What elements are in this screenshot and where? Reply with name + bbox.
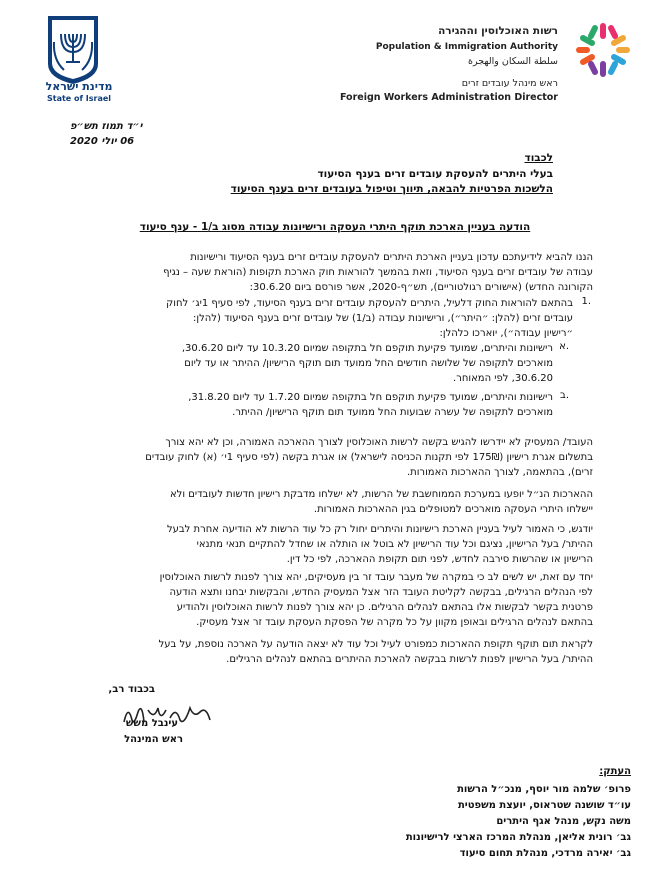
text-line: בהתאם להוראות החוק דלעיל, היתרים להעסקת עובדים זרים בענף הסיעוד, לפי סעיף 1יג׳ לחוק bbox=[166, 298, 573, 309]
cc-recipient: גב׳ רונית אליאן, מנהלת המרכז הארצי לרישיונות bbox=[405, 832, 631, 843]
text-line: יודגש, כי האמור לעיל בעניין הארכת רישיונות והיתרים יחול רק כל עוד הרשות לא הודיעה אחרת לבעל bbox=[166, 524, 593, 535]
text-line: מוארכים לתקופה של עשרה שבועות החל ממועד תום תוקף הרישיון/ ההיתר. bbox=[232, 407, 553, 418]
text-line: הקורונה החדש) (אישורים רגולטוריים), תש״ף-2020, אשר פורסם ביום 30.6.20: bbox=[249, 282, 593, 293]
text-line: העובד/ המעסיק לא יידרשו להגיש בקשה לרשות האוכלוסין לצורך ההארכה האמורה, וכן לא יהא צורך bbox=[165, 437, 593, 448]
authority-logo-icon bbox=[573, 20, 633, 80]
cc-label: העתק: bbox=[599, 766, 631, 777]
list-number: 1. bbox=[581, 296, 591, 307]
text-line: הננו להביא לידיעתכם עדכון בעניין הארכת היתרים להעסקת עובדים זרים בענף הסיעוד ורישיונות bbox=[190, 252, 593, 263]
state-name-hebrew: מדינת ישראל bbox=[45, 80, 113, 93]
director-title-english: Foreign Workers Administration Director bbox=[339, 92, 558, 103]
text-line: עובדים זרים (להלן: ״היתר״), ורישיונות עבודה (ב/1) של עובדים זרים בענף הסיעוד (להלן: bbox=[193, 313, 573, 324]
paragraph-system-update bbox=[58, 487, 593, 517]
recipient-line: בעלי היתרים להעסקת עובדים זרים בענף הסיעוד bbox=[317, 168, 553, 180]
text-line: לפי הנהלים הרגילים, בבקשה לקליטת העובד הזר אצל המעסיק החדש, והבקשות יבחנו ותצא הודעה bbox=[169, 587, 593, 598]
text-line: ״רישיון עבודה״), יוארכו כלהלן: bbox=[439, 328, 573, 339]
subject-line: הודעה בעניין הארכת תוקף היתרי העסקה ורישיונות עבודה מסוג ב/1 - ענף סיעוד bbox=[139, 221, 531, 233]
text-line: 30.6.20, לפי המאוחר. bbox=[453, 373, 553, 384]
sub-item-label: א. bbox=[559, 341, 569, 352]
director-title-hebrew: ראש מינהל עובדים זרים bbox=[461, 78, 558, 89]
paragraph-conditions bbox=[58, 522, 593, 567]
signature-closing: בכבוד רב, bbox=[108, 684, 155, 695]
authority-name-arabic: سلطة السكان والهجرة bbox=[467, 56, 558, 67]
sub-item-a bbox=[83, 341, 553, 386]
text-line: ההיתר/ בעל הרישיון לפנות לרשות בבקשה להארכת ההיתרים בהתאם לנהלים הרגילים. bbox=[226, 654, 593, 665]
text-line: הרישיון או שהרשות סירבה לחדש, לפני תום תקופת ההארכה, לפי כל דין. bbox=[286, 554, 593, 565]
gregorian-date: 06 יולי 2020 bbox=[70, 136, 135, 147]
cc-recipient: פרופ׳ שלמה מור יוסף, מנכ״ל הרשות bbox=[457, 784, 631, 795]
text-line: יחד עם זאת, יש לשים לב כי במקרה של מעבר עובד זר בין מעסיקים, יהא צורך לפנות לרשות האוכלוסין bbox=[159, 572, 593, 583]
state-name-english: State of Israel bbox=[46, 94, 112, 103]
paragraph-no-fee bbox=[58, 435, 593, 480]
cc-recipient: משה נקש, מנהל אגף היתרים bbox=[496, 816, 631, 827]
paragraph-employer-transfer bbox=[58, 570, 593, 630]
cc-recipient: גב׳ יאירה מרדכי, מנהלת תחום סיעוד bbox=[459, 848, 631, 859]
cc-recipient: עו״ד שושנה שטראוס, יועצת משפטית bbox=[457, 800, 631, 811]
text-line: עבודה של עובדים זרים בענף הסיעוד, וזאת בהמשך להוראות חוק הארכת תקופות (הוראת שעה – נגיף bbox=[163, 267, 593, 278]
text-line: בתשלום אגרת רישיון (175₪ לפי תקנות הכניסה לישראל) או אגרת בקשה (לפי סעיף 1י׳ (א) לחוק עובדים bbox=[145, 452, 593, 463]
text-line: זרים), בהתאמה, לצורך ההארכות האמורות. bbox=[406, 467, 593, 478]
authority-name-english: Population & Immigration Authority bbox=[375, 42, 558, 52]
paragraph-intro bbox=[58, 250, 593, 295]
list-item-1 bbox=[73, 296, 573, 341]
text-line: יישלחו היתרי העסקה מוארכים למטופלים בגין ההארכות האמורות. bbox=[313, 504, 593, 515]
text-line: רישיונות והיתרים, שמועד פקיעת תוקפם חל בתקופה שמיום 10.3.20 עד ליום 30.6.20, bbox=[181, 343, 553, 354]
hebrew-date: י״ד תמוז תש״פ bbox=[70, 121, 143, 132]
signatory-title: ראש המינהל bbox=[124, 734, 183, 745]
to-label: לכבוד bbox=[524, 152, 553, 164]
text-line: לקראת תום תוקף תקופת ההארכות כמפורט לעיל וכל עוד לא יצאה הודעה על הארכה נוספת, על בעל bbox=[158, 639, 593, 650]
signatory-name: עינבל משש bbox=[125, 718, 178, 729]
text-line: בהתאם לנהלים הרגילים ובאופן מקוון על כל מקרה של הפסקת העסקת עובד זר אצל מעסיק. bbox=[196, 617, 593, 628]
state-emblem-icon bbox=[40, 12, 106, 86]
sub-item-label: ב. bbox=[560, 390, 569, 401]
text-line: מוארכים לתקופה של שלושה חודשים החל ממועד תום תוקף הרישיון/ ההיתר או עד ליום bbox=[184, 358, 553, 369]
text-line: ההיתר/ בעל הרישיון, נציגם וכל עוד הרישיון לא בוטל או הותלה או שחדל להתקיים תנאי מתנאי bbox=[196, 539, 593, 550]
authority-name-hebrew: רשות האוכלוסין וההגירה bbox=[438, 25, 558, 37]
text-line: רישיונות והיתרים, שמועד פקיעת תוקפם חל בתקופה שמיום 1.7.20 עד ליום 31.8.20, bbox=[188, 392, 553, 403]
recipient-line: הלשכות הפרטיות להבאה, תיווך וטיפול בעובדים זרים בענף הסיעוד bbox=[230, 183, 553, 195]
text-line: ההארכות הנ״ל יופעו במערכת הממוחשבת של הרשות, לא ישלחו מדבקת רישיון חדשות לעובדים ולא bbox=[169, 489, 593, 500]
paragraph-expiry bbox=[58, 637, 593, 667]
sub-item-b bbox=[83, 390, 553, 420]
text-line: פרטנית בקשר לבקשות אלו בהתאם לנהלים הרגילים. כן יהא צורך לפנות לרשות האוכלוסין ולהודיע bbox=[176, 602, 593, 613]
